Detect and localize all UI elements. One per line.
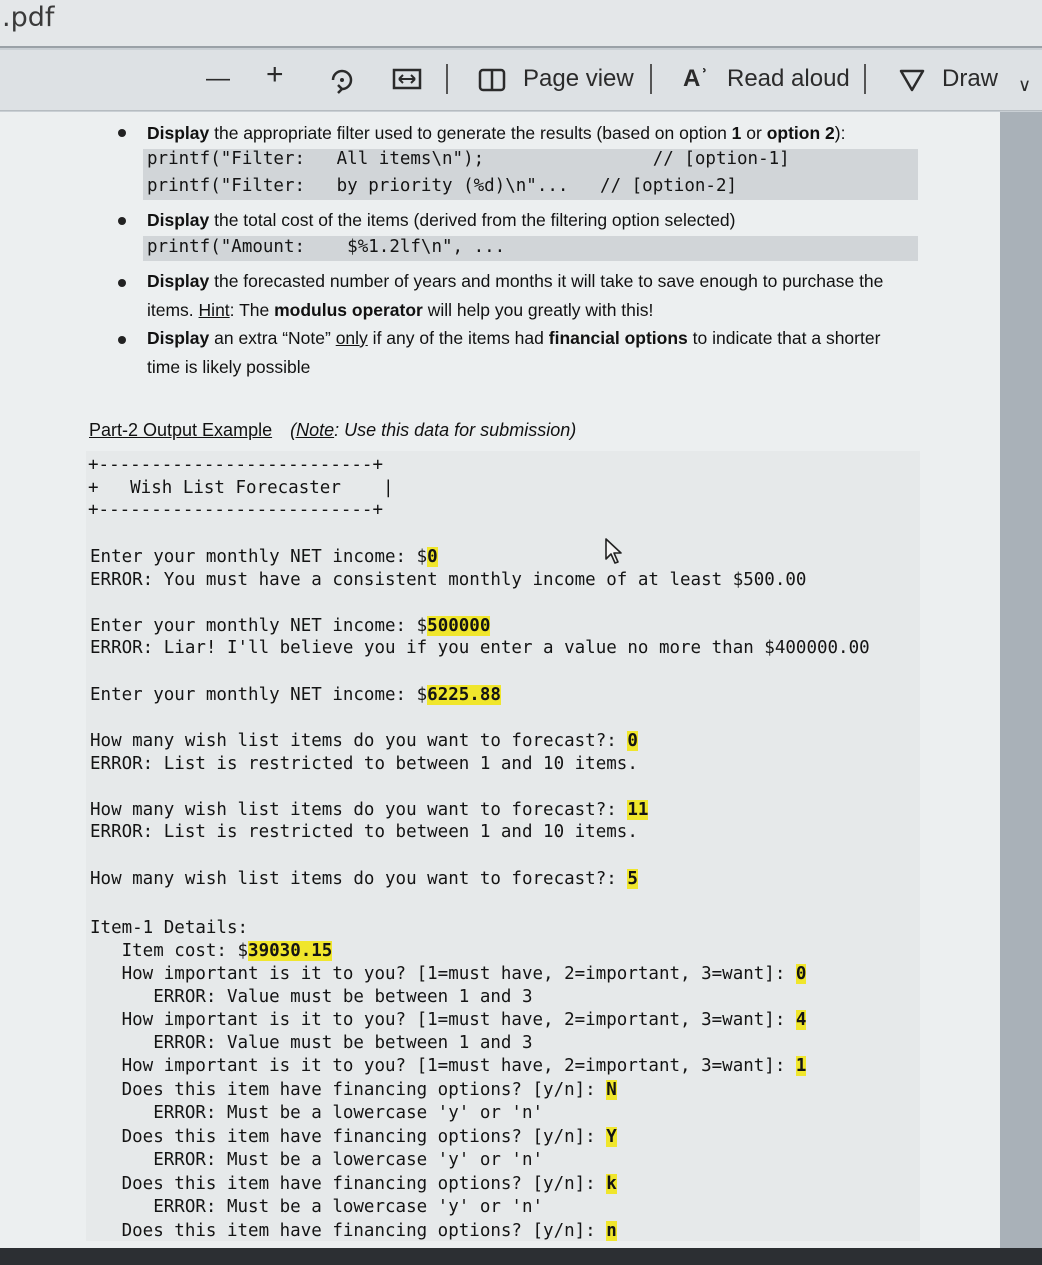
bullet-filter-text	[147, 123, 845, 144]
income-line-2	[90, 616, 490, 636]
bullet-note-text	[147, 328, 880, 349]
item-header: Item-1 Details:	[90, 918, 249, 938]
income-line-3	[90, 685, 501, 705]
error-line: ERROR: Must be a lowercase 'y' or 'n'	[90, 1150, 544, 1170]
text-run: the appropriate filter used to generate the results (based on option	[209, 123, 732, 143]
bullet-marker	[118, 279, 126, 287]
window-title: .pdf	[2, 2, 55, 33]
toolbar-separator	[864, 64, 866, 94]
banner-title: + Wish List Forecaster |	[88, 478, 394, 498]
prompt-text: Enter your monthly NET income: $	[90, 616, 428, 636]
rotate-icon[interactable]	[328, 66, 356, 102]
prompt-text: How many wish list items do you want to forecast?:	[90, 869, 628, 889]
bullet-marker	[118, 217, 126, 225]
user-input: 0	[627, 731, 638, 751]
toolbar-separator	[650, 64, 652, 94]
text-run: or	[741, 123, 767, 143]
importance-line-2	[90, 1010, 806, 1030]
prompt-text: How many wish list items do you want to forecast?:	[90, 800, 628, 820]
bold-word: Display	[147, 210, 210, 230]
scrollbar[interactable]	[1000, 112, 1042, 1265]
user-input: n	[606, 1221, 617, 1241]
window-titlebar	[0, 0, 1042, 48]
financing-line-1	[90, 1080, 617, 1100]
error-line: ERROR: Must be a lowercase 'y' or 'n'	[90, 1103, 544, 1123]
bullet-note-text-2: time is likely possible	[147, 357, 311, 377]
draw-icon[interactable]	[899, 68, 925, 100]
zoom-out-icon[interactable]: —	[206, 65, 230, 92]
monitor-bezel	[0, 1248, 1042, 1265]
bold-word: Display	[147, 271, 210, 291]
bold-word: financial options	[548, 328, 688, 348]
read-aloud-button[interactable]: Read aloud	[727, 65, 850, 92]
financing-line-4	[90, 1221, 617, 1241]
importance-line-3	[90, 1056, 806, 1076]
text-run: the forecasted number of years and months it will take to save enough to purchase the	[209, 271, 884, 291]
prompt-text: Enter your monthly NET income: $	[90, 547, 428, 567]
bullet-marker	[118, 336, 126, 344]
fit-width-icon[interactable]	[392, 68, 422, 98]
user-input: 1	[795, 1056, 807, 1076]
underlined-word: only	[335, 328, 368, 348]
error-line: ERROR: Must be a lowercase 'y' or 'n'	[90, 1197, 544, 1217]
bullet-amount-text	[147, 210, 735, 231]
items-line-3	[90, 869, 638, 889]
mouse-cursor-icon	[604, 537, 626, 570]
text-run: : The	[229, 300, 275, 320]
section-heading	[89, 420, 576, 441]
code-line: printf("Amount: $%1.2lf\n", ...	[147, 237, 506, 257]
text-run: : Use this data for submission)	[334, 420, 577, 440]
draw-button[interactable]: Draw	[942, 65, 999, 92]
user-input: N	[606, 1080, 617, 1100]
page-view-icon[interactable]	[478, 68, 506, 100]
user-input: 6225.88	[427, 685, 501, 705]
bold-word: Display	[147, 123, 210, 143]
bold-word: 1	[731, 123, 742, 143]
zoom-in-icon[interactable]: +	[266, 58, 284, 91]
banner-border-top: +--------------------------+	[88, 455, 384, 475]
read-aloud-icon[interactable]: Aʾ	[683, 65, 709, 92]
prompt-text: How important is it to you? [1=must have, 2=important, 3=want]:	[90, 964, 796, 984]
text-run: will help you greatly with this!	[422, 300, 654, 320]
importance-line-1	[90, 964, 806, 984]
financing-line-2	[90, 1127, 617, 1147]
text-run: the total cost of the items (derived from the filtering option selected)	[209, 210, 736, 230]
income-line-1	[90, 547, 438, 567]
banner-border-bottom: +--------------------------+	[88, 500, 384, 520]
error-line: ERROR: Liar! I'll believe you if you enter a value no more than $400000.00	[90, 638, 870, 658]
note-label: (Note	[290, 420, 335, 440]
financing-line-3	[90, 1174, 617, 1194]
pdf-toolbar	[0, 50, 1042, 111]
user-input: 11	[627, 800, 649, 820]
text-run: ):	[834, 123, 846, 143]
toolbar-separator	[446, 64, 448, 94]
section-title: Part-2 Output Example	[89, 420, 273, 440]
bold-word: option 2	[766, 123, 835, 143]
bold-word: Display	[147, 328, 210, 348]
prompt-text: Enter your monthly NET income: $	[90, 685, 428, 705]
text-run: if any of the items had	[367, 328, 549, 348]
items-line-2	[90, 800, 648, 820]
error-line: ERROR: List is restricted to between 1 and 10 items.	[90, 822, 638, 842]
error-line: ERROR: Value must be between 1 and 3	[90, 1033, 533, 1053]
text-run: items.	[147, 300, 199, 320]
cost-line	[90, 941, 332, 961]
user-input: 0	[427, 547, 438, 567]
prompt-text: How important is it to you? [1=must have, 2=important, 3=want]:	[90, 1010, 796, 1030]
prompt-text: Does this item have financing options? [y/n]:	[90, 1221, 607, 1241]
user-input: Y	[606, 1127, 617, 1147]
section-note	[290, 420, 576, 440]
error-line: ERROR: You must have a consistent monthly income of at least $500.00	[90, 570, 807, 590]
bold-word: modulus operator	[274, 300, 423, 320]
user-input: 39030.15	[248, 941, 333, 961]
items-line-1	[90, 731, 638, 751]
text-run: an extra “Note”	[209, 328, 336, 348]
user-input: 0	[795, 964, 807, 984]
error-line: ERROR: Value must be between 1 and 3	[90, 987, 533, 1007]
chevron-down-icon[interactable]: ∨	[1018, 75, 1032, 95]
code-line: printf("Filter: by priority (%d)\n"... // [option-2]	[147, 176, 738, 196]
prompt-text: Does this item have financing options? [y/n]:	[90, 1174, 607, 1194]
text-run: to indicate that a shorter	[687, 328, 881, 348]
bullet-forecast-text-2	[147, 300, 653, 321]
prompt-text: Item cost: $	[90, 941, 249, 961]
user-input: 5	[627, 869, 638, 889]
error-line: ERROR: List is restricted to between 1 and 10 items.	[90, 754, 638, 774]
hint-label: Hint	[198, 300, 230, 320]
bullet-forecast-text	[147, 271, 883, 292]
prompt-text: How important is it to you? [1=must have, 2=important, 3=want]:	[90, 1056, 796, 1076]
user-input: 500000	[427, 616, 491, 636]
prompt-text: Does this item have financing options? [y/n]:	[90, 1127, 607, 1147]
prompt-text: Does this item have financing options? [y/n]:	[90, 1080, 607, 1100]
page-view-button[interactable]: Page view	[523, 65, 634, 92]
prompt-text: How many wish list items do you want to forecast?:	[90, 731, 628, 751]
code-line: printf("Filter: All items\n"); // [option-1]	[147, 149, 790, 169]
user-input: 4	[795, 1010, 807, 1030]
user-input: k	[606, 1174, 617, 1194]
bullet-marker	[118, 129, 126, 137]
